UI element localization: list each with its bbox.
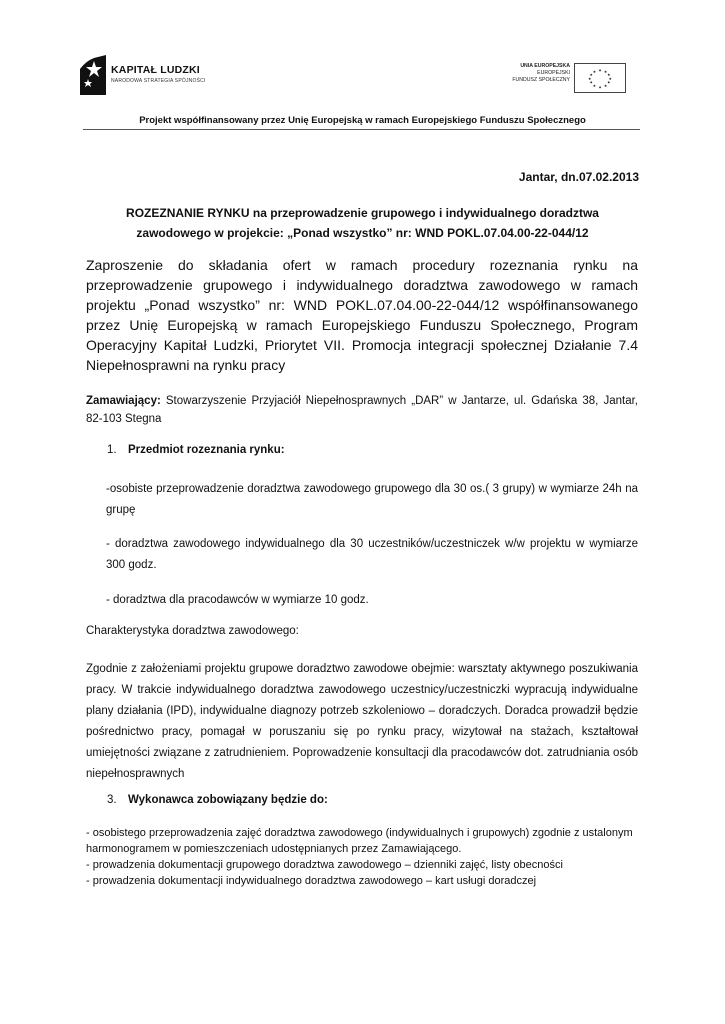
document-title-line1: ROZEZNANIE RYNKU na przeprowadzenie grupowego i indywidualnego doradztwa: [126, 206, 599, 220]
svg-text:★: ★: [603, 69, 608, 74]
characteristics-paragraph: Zgodnie z założeniami projektu grupowe doradztwo zawodowe obejmie: warsztaty aktywnego poszukiwania pracy. W trakcie indywidualnego doradztwa zawodowego uczestnicy/uczestniczki wypracują indywidualne plany działania (IPD), indywidualne diagnozy potrzeb szkoleniowo – doradczych. Doradca prowadził będzie pośrednictwo pracy, pomagał w poruszaniu się po rynku pracy, wizytował na stażach, kształtował umiejętności związane z zatrudnieniem. Poprowadzenie konsultacji dla pracodawców dot. zatrudniania osób niepełnosprawnych: [86, 663, 638, 780]
section-1-number: 1.: [107, 444, 117, 456]
svg-text:★: ★: [592, 83, 597, 88]
intro-paragraph: Zaproszenie do składania ofert w ramach procedury rozeznania rynku na przeprowadzenie grupowego i indywidualnego doradztwa zawodowego w ramach projektu „Ponad wszystko” nr: WND POKL.07.04.00-22-044/12 współfinansowanego przez Unię Europejską w ramach Europejskiego Funduszu Społecznego, Program Operacyjny Kapitał Ludzki, Priorytet VII. Promocja integracji społecznej Działanie 7.4 Niepełnosprawni na rynku pracy: [86, 257, 638, 373]
svg-text:★: ★: [607, 73, 611, 78]
svg-text:★: ★: [598, 68, 602, 73]
section-3-list: [86, 825, 646, 889]
svg-text:★: ★: [589, 73, 593, 78]
kapital-ludzki-title: KAPITAŁ LUDZKI: [111, 64, 200, 76]
cofinancing-note: Projekt współfinansowany przez Unię Europejską w ramach Europejskiego Funduszu Społecznego: [139, 115, 586, 126]
eu-logo: [510, 63, 618, 93]
eu-flag-icon: [574, 63, 626, 93]
header-divider: [83, 129, 640, 130]
client-text: Stowarzyszenie Przyjaciół Niepełnosprawnych „DAR” w Jantarze, ul. Gdańska 38, Jantar, 82-103 Stegna: [86, 395, 638, 425]
section-3-label: Wykonawca zobowiązany będzie do:: [128, 794, 328, 806]
document-date: Jantar, dn.07.02.2013: [518, 170, 639, 184]
section-1-item: - doradztwa dla pracodawców w wymiarze 10 godz.: [106, 594, 369, 606]
eu-logo-line1: UNIA EUROPEJSKA: [520, 63, 570, 69]
characteristics-label: Charakterystyka doradztwa zawodowego:: [86, 625, 299, 637]
section-1-label: Przedmiot rozeznania rynku:: [128, 444, 285, 456]
kapital-ludzki-star-icon: [80, 55, 106, 95]
svg-text:★: ★: [603, 83, 608, 88]
section-3-bullet: - prowadzenia dokumentacji indywidualnego doradztwa zawodowego – kart usługi doradczej: [86, 875, 537, 887]
section-1-item: - doradztwa zawodowego indywidualnego dla 30 uczestników/uczestniczek w/w projektu w wymiarze 300 godz.: [106, 538, 638, 571]
document-title-line2: zawodowego w projekcie: „Ponad wszystko” nr: WND POKL.07.04.00-22-044/12: [136, 226, 589, 240]
kapital-ludzki-subtitle: NARODOWA STRATEGIA SPÓJNOŚCI: [111, 78, 206, 84]
client-label: Zamawiający:: [86, 395, 161, 407]
section-1-item: -osobiste przeprowadzenie doradztwa zawodowego grupowego dla 30 os.( 3 grupy) w wymiarze 24h na grupę: [106, 483, 638, 516]
svg-text:★: ★: [592, 69, 597, 74]
eu-logo-text: [510, 63, 570, 84]
eu-logo-line2: EUROPEJSKI: [537, 70, 570, 76]
kapital-ludzki-logo: [80, 55, 220, 95]
client-paragraph: [86, 392, 638, 428]
section-3-bullet: - prowadzenia dokumentacji grupowego doradztwa zawodowego – dzienniki zajęć, listy obecności: [86, 859, 563, 871]
svg-text:★: ★: [589, 80, 593, 85]
svg-text:★: ★: [607, 80, 611, 85]
svg-text:★: ★: [588, 76, 592, 81]
svg-text:★: ★: [598, 85, 602, 90]
eu-logo-line3: FUNDUSZ SPOŁECZNY: [512, 77, 570, 83]
svg-text:★: ★: [608, 76, 612, 81]
section-3-number: 3.: [107, 794, 117, 806]
document-title: [90, 203, 635, 243]
section-3-bullet: - osobistego przeprowadzenia zajęć doradztwa zawodowego (indywidualnych i grupowych) zgodnie z ustalonym harmonogramem w pomieszczeniach udostępnianych przez Zamawiającego.: [86, 827, 633, 855]
